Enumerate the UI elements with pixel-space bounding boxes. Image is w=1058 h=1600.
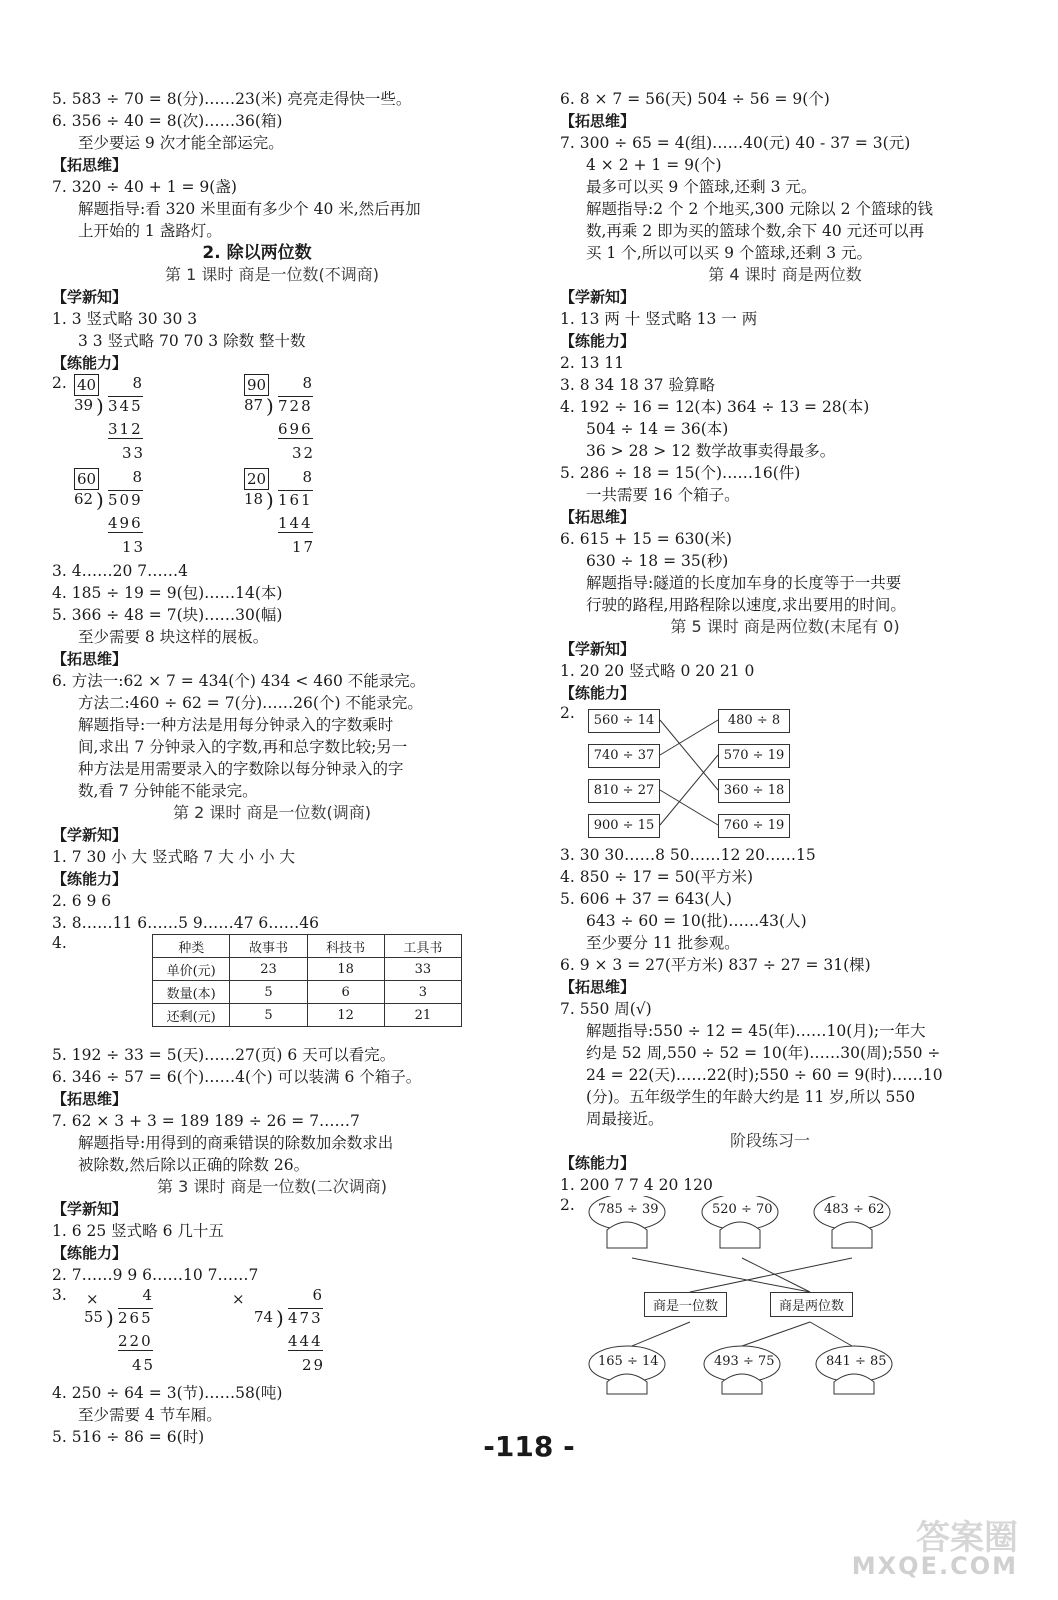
error-mark: × [86,1290,99,1308]
text-line: 至少要分 11 批参观。 [586,934,740,952]
text-line: 6. 346 ÷ 57 = 6(个)……4(个) 可以装满 6 个箱子。 [52,1068,422,1086]
quotient: 8 [302,374,312,392]
section-header: 【练能力】 [52,354,128,372]
lesson-title: 第 2 课时 商是一位数(调商) [173,803,371,822]
table-cell: 数量(本) [153,981,230,1004]
long-division: × 6 74 ) 473 444 29 [232,1286,326,1374]
table-cell: 还剩(元) [153,1004,230,1027]
text-line: 周最接近。 [586,1110,664,1128]
error-mark: × [232,1290,245,1308]
estimate-box: 40 [74,374,99,396]
match-left-box: 810 ÷ 27 [588,779,660,803]
divisor: 55 [84,1308,104,1326]
subtrahend: 444 [288,1332,323,1350]
subtrahend: 220 [118,1332,153,1350]
remainder: 29 [302,1356,326,1374]
remainder: 32 [292,444,316,462]
mushroom-label: 483 ÷ 62 [824,1202,885,1217]
table-cell: 12 [307,1004,384,1027]
item-number: 4. [52,934,67,952]
match-left-box: 740 ÷ 37 [588,744,660,768]
text-line: 504 ÷ 14 = 36(本) [586,420,729,438]
long-division: 90 8 87 ) 728 696 32 [244,374,316,462]
text-line: 3. 8 34 18 37 验算略 [560,376,715,394]
quotient: 8 [132,374,142,392]
text-line: 5. 286 ÷ 18 = 15(个)……16(件) [560,464,801,482]
text-line: 5. 583 ÷ 70 = 8(分)……23(米) 亮亮走得快一些。 [52,90,412,108]
text-line: 5. 366 ÷ 48 = 7(块)……30(幅) [52,606,283,624]
text-line: 约是 52 周,550 ÷ 52 = 10(年)……30(周);550 ÷ [586,1044,941,1062]
page-number: -118 - [483,1430,575,1463]
long-division: 20 8 18 ) 161 144 17 [244,468,316,556]
section-header: 【学新知】 [52,288,128,306]
section-header: 【学新知】 [52,1200,128,1218]
text-line: 一共需要 16 个箱子。 [586,486,740,504]
text-line: 5. 606 + 37 = 643(人) [560,890,732,908]
item-number: 2. [560,704,575,722]
text-line: 解题指导:隧道的长度加车身的长度等于一共要 [586,574,902,592]
text-line: 6. 356 ÷ 40 = 8(次)……36(箱) [52,112,283,130]
subtrahend: 496 [108,514,143,532]
section-header: 【练能力】 [52,1244,128,1262]
text-line: 3. 30 30……8 50……12 20……15 [560,846,816,864]
remainder: 17 [292,538,316,556]
text-line: 4 × 2 + 1 = 9(个) [586,156,722,174]
text-line: 行驶的路程,用路程除以速度,求出要用的时间。 [586,596,906,614]
divisor: 18 [244,490,264,508]
match-left-box: 900 ÷ 15 [588,814,660,838]
long-division: 40 8 39 ) 345 312 33 [74,374,146,462]
table-header-cell: 种类 [153,935,230,958]
text-line: 上开始的 1 盏路灯。 [78,222,222,240]
text-line: 7. 320 ÷ 40 + 1 = 9(盏) [52,178,237,196]
text-line: 4. 192 ÷ 16 = 12(本) 364 ÷ 13 = 28(本) [560,398,870,416]
table-cell: 单价(元) [153,958,230,981]
match-left-box: 560 ÷ 14 [588,709,660,733]
table-header-cell: 故事书 [230,935,307,958]
remainder: 45 [132,1356,156,1374]
left-column [52,88,462,1448]
estimate-box: 20 [244,468,269,490]
stage-title: 阶段练习一 [729,1131,810,1150]
text-line: 2. 13 11 [560,354,625,372]
table-cell: 23 [230,958,307,981]
text-line: 7. 550 周(√) [560,1000,652,1018]
text-line: 6. 615 + 15 = 630(米) [560,530,732,548]
text-line: 630 ÷ 18 = 35(秒) [586,552,729,570]
section-header: 【拓思维】 [52,650,128,668]
remainder: 33 [122,444,146,462]
text-line: 4. 250 ÷ 64 = 3(节)……58(吨) [52,1384,283,1402]
long-division: 60 8 62 ) 509 496 13 [74,468,146,556]
estimate-box: 90 [244,374,269,396]
text-line: 3. 8……11 6……5 9……47 6……46 [52,914,319,932]
section-header: 【练能力】 [560,1154,636,1172]
text-line: 2. 7……9 9 6……10 7……7 [52,1266,259,1284]
quotient: 8 [132,468,142,486]
text-line: 4. 185 ÷ 19 = 9(包)……14(本) [52,584,283,602]
text-line: 3. 4……20 7……4 [52,562,188,580]
quotient: 8 [302,468,312,486]
section-header: 【拓思维】 [560,978,636,996]
text-line: 643 ÷ 60 = 10(批)……43(人) [586,912,807,930]
text-line: 5. 516 ÷ 86 = 6(时) [52,1428,205,1446]
text-line: 6. 9 × 3 = 27(平方米) 837 ÷ 27 = 31(棵) [560,956,871,974]
lesson-title: 第 4 课时 商是两位数 [708,265,862,284]
text-line: 24 = 22(天)……22(时);550 ÷ 60 = 9(时)……10 [586,1066,943,1084]
divisor: 87 [244,396,264,414]
text-line: 7. 300 ÷ 65 = 4(组)……40(元) 40 - 37 = 3(元) [560,134,911,152]
text-line: 至少需要 4 节车厢。 [78,1406,222,1424]
dividend: 345 [108,397,143,415]
text-line: 解题指导:看 320 米里面有多少个 40 米,然后再加 [78,200,421,218]
section-header: 【学新知】 [560,288,636,306]
long-division-grid [52,374,462,560]
table-cell: 6 [307,981,384,1004]
mushroom-label: 520 ÷ 70 [712,1202,773,1217]
category-box: 商是两位数 [770,1292,853,1317]
dividend: 509 [108,491,143,509]
text-line: 间,求出 7 分钟录入的字数,再和总字数比较;另一 [78,738,408,756]
mushroom-label: 785 ÷ 39 [598,1202,659,1217]
text-line: 5. 192 ÷ 33 = 5(天)……27(页) 6 天可以看完。 [52,1046,396,1064]
text-line: 数,再乘 2 即为买的篮球个数,余下 40 元还可以再 [586,222,925,240]
divisor: 62 [74,490,94,508]
text-line: 1. 3 竖式略 30 30 3 [52,310,198,328]
text-line: 至少需要 8 块这样的展板。 [78,628,269,646]
long-division-grid [52,1286,462,1382]
dividend: 473 [288,1309,323,1327]
section-header: 【学新知】 [560,640,636,658]
text-line: 6. 8 × 7 = 56(天) 504 ÷ 56 = 9(个) [560,90,830,108]
table-cell: 5 [230,981,307,1004]
long-division: × 4 55 ) 265 220 45 [84,1286,156,1374]
text-line: 解题指导:一种方法是用每分钟录入的字数乘时 [78,716,394,734]
section-header: 【拓思维】 [52,156,128,174]
subtrahend: 312 [108,420,143,438]
text-line: 解题指导:550 ÷ 12 = 45(年)……10(月);一年大 [586,1022,926,1040]
dividend: 161 [278,491,313,509]
match-right-box: 760 ÷ 19 [718,814,790,838]
text-line: 最多可以买 9 个篮球,还剩 3 元。 [586,178,817,196]
section-header: 【拓思维】 [560,508,636,526]
matching-diagram [560,704,980,844]
text-line: (分)。五年级学生的年龄大约是 11 岁,所以 550 [586,1088,916,1106]
text-line: 1. 13 两 十 竖式略 13 一 两 [560,310,758,328]
match-right-box: 570 ÷ 19 [718,744,790,768]
text-line: 1. 200 7 7 4 20 120 [560,1176,713,1194]
text-line: 6. 方法一:62 × 7 = 434(个) 434 < 460 不能录完。 [52,672,426,690]
category-box: 商是一位数 [644,1292,727,1317]
lesson-title: 第 3 课时 商是一位数(二次调商) [157,1177,387,1196]
right-column [560,88,980,1396]
text-line: 被除数,然后除以正确的除数 26。 [78,1156,310,1174]
text-line: 4. 850 ÷ 17 = 50(平方米) [560,868,754,886]
watermark-logo: 答案圈 [916,1518,1018,1558]
mushroom-label: 841 ÷ 85 [826,1354,887,1369]
mushroom-label: 493 ÷ 75 [714,1354,775,1369]
text-line: 至少要运 9 次才能全部运完。 [78,134,284,152]
watermark-url: MXQE.COM [851,1552,1018,1580]
section-header: 【拓思维】 [52,1090,128,1108]
divisor: 39 [74,396,94,414]
text-line: 买 1 个,所以可以买 9 个篮球,还剩 3 元。 [586,244,873,262]
subtrahend: 696 [278,420,313,438]
section-header: 【练能力】 [560,684,636,702]
lesson-title: 第 5 课时 商是两位数(末尾有 0) [670,617,900,636]
price-table-block [52,934,462,1044]
section-header: 【练能力】 [52,870,128,888]
quotient: 4 [142,1286,152,1304]
text-line: 解题指导:用得到的商乘错误的除数加余数求出 [78,1134,394,1152]
table-cell: 33 [384,958,461,981]
table-cell: 21 [384,1004,461,1027]
match-right-box: 480 ÷ 8 [718,709,790,733]
table-cell: 5 [230,1004,307,1027]
text-line: 方法二:460 ÷ 62 = 7(分)……26(个) 不能录完。 [78,694,423,712]
text-line: 数,看 7 分钟能不能录完。 [78,782,258,800]
section-title: 2. 除以两位数 [202,243,312,263]
table-cell: 3 [384,981,461,1004]
quotient: 6 [312,1286,322,1304]
dividend: 265 [118,1309,153,1327]
table-header-cell: 工具书 [384,935,461,958]
price-table [152,934,462,1027]
text-line: 36 > 28 > 12 数学故事卖得最多。 [586,442,836,460]
lesson-title: 第 1 课时 商是一位数(不调商) [165,265,379,284]
section-header: 【拓思维】 [560,112,636,130]
text-line: 种方法是用需要录入的字数除以每分钟录入的字 [78,760,404,778]
text-line: 7. 62 × 3 + 3 = 189 189 ÷ 26 = 7……7 [52,1112,360,1130]
subtrahend: 144 [278,514,313,532]
item-number: 2. [52,374,67,392]
item-number: 2. [560,1196,575,1214]
text-line: 1. 6 25 竖式略 6 几十五 [52,1222,224,1240]
table-header-cell: 科技书 [307,935,384,958]
section-header: 【练能力】 [560,332,636,350]
text-line: 2. 6 9 6 [52,892,112,910]
mushroom-label: 165 ÷ 14 [598,1354,659,1369]
section-header: 【学新知】 [52,826,128,844]
text-line: 1. 20 20 竖式略 0 20 21 0 [560,662,755,680]
table-cell: 18 [307,958,384,981]
dividend: 728 [278,397,313,415]
mushroom-diagram [560,1196,980,1396]
text-line: 解题指导:2 个 2 个地买,300 元除以 2 个篮球的钱 [586,200,933,218]
estimate-box: 60 [74,468,99,490]
item-number: 3. [52,1286,67,1304]
match-right-box: 360 ÷ 18 [718,779,790,803]
divisor: 74 [254,1308,274,1326]
text-line: 3 3 竖式略 70 70 3 除数 整十数 [78,332,306,350]
remainder: 13 [122,538,146,556]
text-line: 1. 7 30 小 大 竖式略 7 大 小 小 大 [52,848,296,866]
